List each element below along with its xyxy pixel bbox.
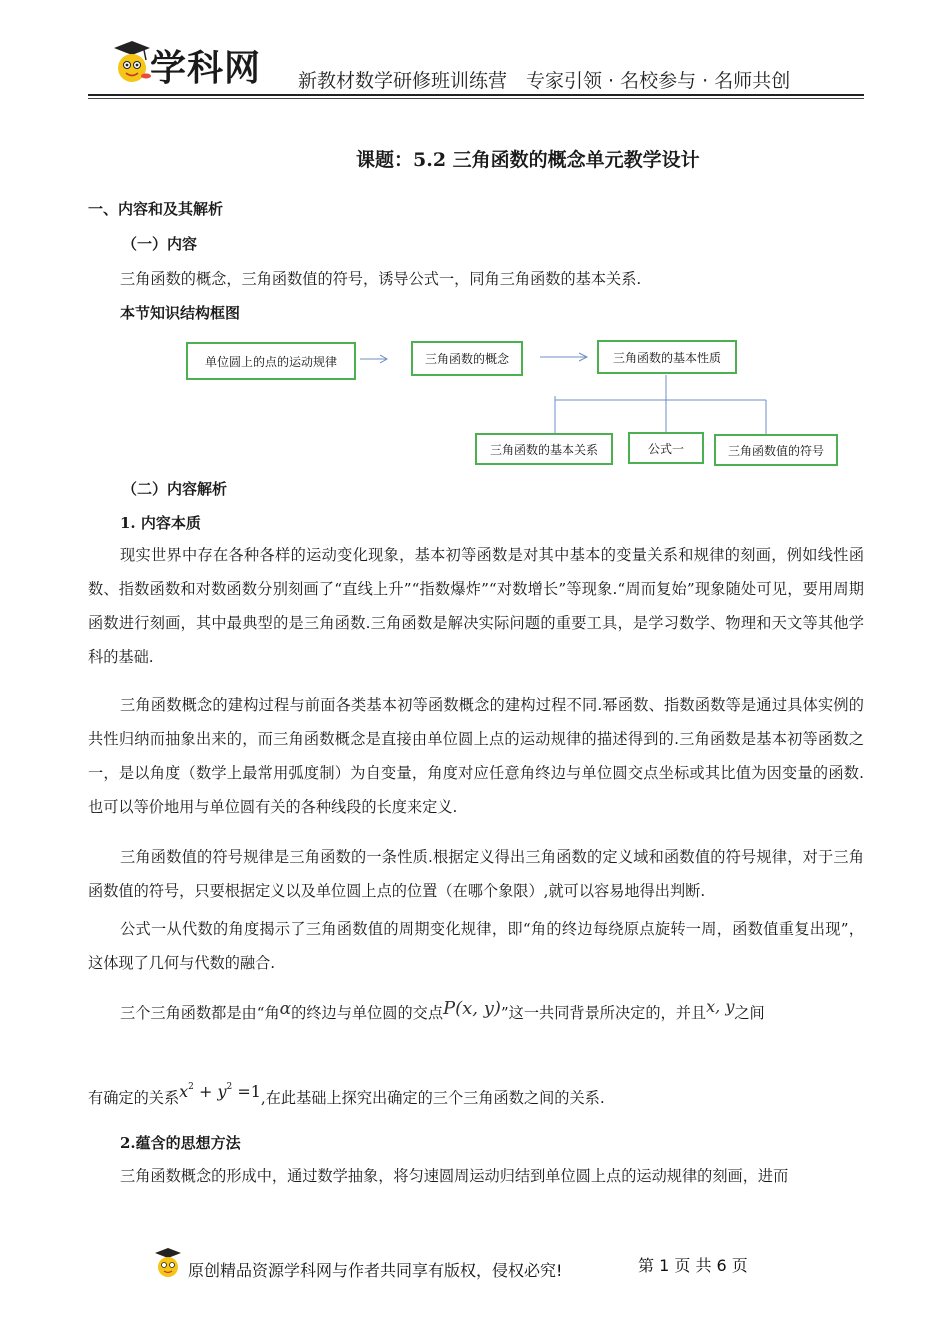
item-heading-essence: 1. 内容本质 (120, 514, 201, 532)
paragraph: 公式一从代数的角度揭示了三角函数值的周期变化规律，即“角的终边每绕原点旋转一周，函数值重复出现”，这体现了几何与代数的融合. (88, 920, 864, 972)
text-segment: 的终边与单位圆的交点 (291, 1004, 443, 1022)
section-heading: 一、内容和及其解析 (88, 200, 224, 218)
text-segment: ,在此基础上探究出确定的三个三角函数之间的关系. (260, 1089, 605, 1107)
paragraph: 现实世界中存在各种各样的运动变化现象，基本初等函数是对其中基本的变量关系和规律的刻画，例如线性函数、指数函数和对数函数分别刻画了“直线上升”“指数爆炸”“对数增长”等现象.“周而复始”现象随处可见，要用周期函数进行刻画，其中最典型的是三角函数.三角函数是解决实际问题的重要工具，是学习数学、物理和天文等其他学科的基础. (88, 546, 864, 666)
footer-copyright: 原创精品资源学科网与作者共同享有版权，侵权必究! (188, 1261, 563, 1280)
content-text: 三角函数的概念，三角函数值的符号，诱导公式一，同角三角函数的基本关系. (120, 270, 642, 288)
box-trig-basic-relation: 三角函数的基本关系 (475, 433, 613, 465)
page-number: 第 1 页 共 6 页 (638, 1256, 748, 1275)
box-formula-one: 公式一 (628, 432, 704, 464)
box-trig-value-sign: 三角函数值的符号 (714, 434, 838, 466)
paragraph: 三角函数值的符号规律是三角函数的一条性质.根据定义得出三角函数的定义域和函数值的符号规律，对于三角函数值的符号，只要根据定义以及单位圆上点的位置（在哪个象限）,就可以容易地得出判断. (88, 848, 864, 900)
diagram-connectors (0, 0, 950, 500)
text-segment: 三个三角函数都是由“角 (120, 1004, 280, 1022)
alpha-symbol: α (279, 999, 292, 1019)
paragraph-math-line2 (88, 1070, 605, 1115)
equation-exponent: 2 (188, 1082, 194, 1092)
document-title: 课题：5.2 三角函数的概念单元教学设计 (356, 149, 700, 171)
equation-plus: + (193, 1082, 218, 1101)
xy-notation: x, y (706, 997, 735, 1016)
diagram-title: 本节知识结构框图 (120, 304, 241, 322)
footer-mascot-icon (152, 1246, 188, 1282)
header-slogan: 新教材数学研修班训练营 专家引领 · 名校参与 · 名师共创 (298, 70, 791, 92)
subsection-heading-analysis: （二）内容解析 (122, 480, 228, 498)
box-unit-circle-motion: 单位圆上的点的运动规律 (186, 342, 356, 380)
item-heading-methods: 2.蕴含的思想方法 (120, 1134, 241, 1152)
box-trig-concept: 三角函数的概念 (411, 341, 523, 376)
point-notation: P(x, y) (443, 998, 501, 1019)
equation-x: x (179, 1082, 189, 1101)
paragraph: 三角函数概念的形成中，通过数学抽象，将匀速圆周运动归结到单位圆上点的运动规律的刻画，进而 (120, 1167, 789, 1185)
text-segment: 有确定的关系 (88, 1089, 180, 1107)
text-segment: ”这一共同背景所决定的，并且 (500, 1004, 707, 1022)
equation-equals-one: =1 (232, 1082, 261, 1101)
equation-y: y (217, 1082, 227, 1101)
paragraph-math-line1 (120, 990, 765, 1030)
text-segment: 之间 (734, 1004, 765, 1022)
paragraph: 三角函数概念的建构过程与前面各类基本初等函数概念的建构过程不同.幂函数、指数函数等是通过具体实例的共性归纳而抽象出来的，而三角函数概念是直接由单位圆上点的运动规律的描述得到的.三角函数是基本初等函数之一，是以角度（数学上最常用弧度制）为自变量，角度对应任意角终边与单位圆交点坐标或其比值为因变量的函数.也可以等价地用与单位圆有关的各种线段的长度来定义. (88, 696, 864, 816)
logo-text: 学科网 (150, 48, 262, 89)
subsection-heading-content: （一）内容 (122, 235, 198, 253)
box-trig-basic-properties: 三角函数的基本性质 (597, 340, 737, 374)
equation-exponent: 2 (226, 1082, 233, 1092)
